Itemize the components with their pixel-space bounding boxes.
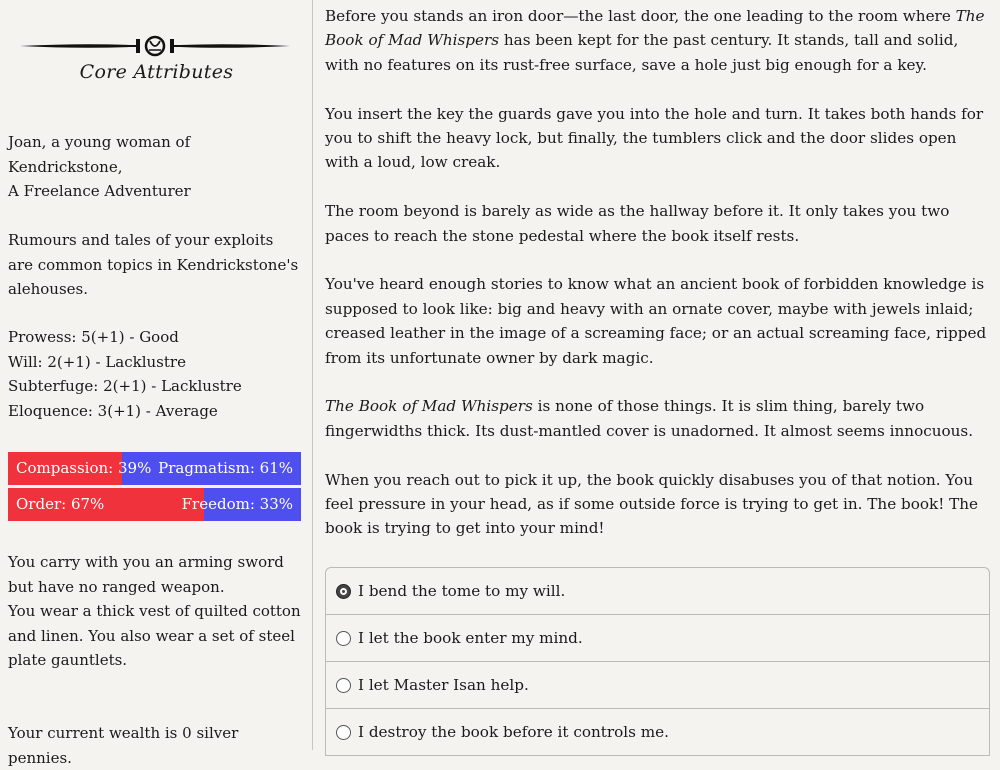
story-paragraph-6: When you reach out to pick it up, the book quickly disabuses you of that notion. You feel pressure in your head, as if some outside force is trying to get in. The book! The book is trying to get into your mind! xyxy=(325,470,979,538)
occupation: A Freelance Adventurer xyxy=(8,182,191,200)
compassion-pragmatism-bar xyxy=(8,452,301,485)
freedom-label: Freedom: 33% xyxy=(181,495,293,513)
attribute-list xyxy=(8,325,303,423)
book-title: The Book of Mad Whispers xyxy=(325,397,533,416)
wealth: Your current wealth is 0 silver pennies. xyxy=(8,724,239,767)
choice-option[interactable] xyxy=(326,662,989,709)
story-text-fragment: has been kept for the past century. It stands, tall and solid, with no features on its rust-free surface, save a hole just big enough for a key. xyxy=(325,31,959,74)
choice-label: I let Master Isan help. xyxy=(358,676,529,694)
choice-list xyxy=(325,567,990,756)
core-attributes-heading: Core Attributes xyxy=(79,61,234,83)
character-name: Joan, a young woman of Kendrickstone, xyxy=(8,133,191,176)
equipment-armor: You wear a thick vest of quilted cotton and linen. You also wear a set of steel plate gauntlets. xyxy=(8,602,301,669)
story-text xyxy=(325,0,990,565)
stats-sidebar xyxy=(0,0,313,767)
reputation: Rumours and tales of your exploits are common topics in Kendrickstone's alehouses. xyxy=(8,231,299,298)
choice-option[interactable] xyxy=(326,568,989,615)
story-text-fragment: is none of those things. It is slim thing, barely two fingerwidths thick. Its dust-mantled cover is unadorned. It almost seems innocuous. xyxy=(325,397,974,440)
book-title: The Book of Mad Whispers xyxy=(325,7,985,50)
radio-icon[interactable] xyxy=(336,584,351,599)
story-paragraph-4: You've heard enough stories to know what an ancient book of forbidden knowledge is supposed to look like: big and heavy with an ornate cover, maybe with jewels inlaid; creased leather in the image of a screaming face; or an actual screaming face, ripped from its unfortunate owner by dark magic. xyxy=(325,275,987,367)
choice-label: I let the book enter my mind. xyxy=(358,629,583,647)
attribute-eloquence: Eloquence: 3(+1) - Average xyxy=(8,401,218,420)
attribute-subterfuge: Subterfuge: 2(+1) - Lacklustre xyxy=(8,377,242,395)
radio-icon[interactable] xyxy=(336,725,351,740)
radio-icon[interactable] xyxy=(336,678,351,693)
choice-option[interactable] xyxy=(326,615,989,662)
equipment-weapons: You carry with you an arming sword but have no ranged weapon. xyxy=(8,553,284,596)
story-paragraph-2: You insert the key the guards gave you into the hole and turn. It takes both hands for you to shift the heavy lock, but finally, the tumblers click and the door slides open with a loud, low creak. xyxy=(325,104,984,172)
attribute-prowess: Prowess: 5(+1) - Good xyxy=(8,328,179,346)
radio-icon[interactable] xyxy=(336,631,351,646)
story-paragraph-5 xyxy=(325,394,990,443)
choice-label: I bend the tome to my will. xyxy=(358,582,566,600)
ornament-divider-icon xyxy=(20,33,290,59)
compassion-label: Compassion: 39% xyxy=(16,459,152,477)
story-paragraph-3: The room beyond is barely as wide as the hallway before it. It only takes you two paces to reach the stone pedestal where the book itself rests. xyxy=(325,202,950,245)
story-text-fragment: Before you stands an iron door—the last door, the one leading to the room where xyxy=(325,7,956,25)
pragmatism-label: Pragmatism: 61% xyxy=(158,459,293,477)
attribute-will: Will: 2(+1) - Lacklustre xyxy=(8,352,186,371)
order-label: Order: 67% xyxy=(16,495,105,513)
choice-option[interactable] xyxy=(326,709,989,756)
story-paragraph-1 xyxy=(325,4,990,77)
choice-label: I destroy the book before it controls me. xyxy=(358,723,669,741)
order-freedom-bar xyxy=(8,488,301,521)
